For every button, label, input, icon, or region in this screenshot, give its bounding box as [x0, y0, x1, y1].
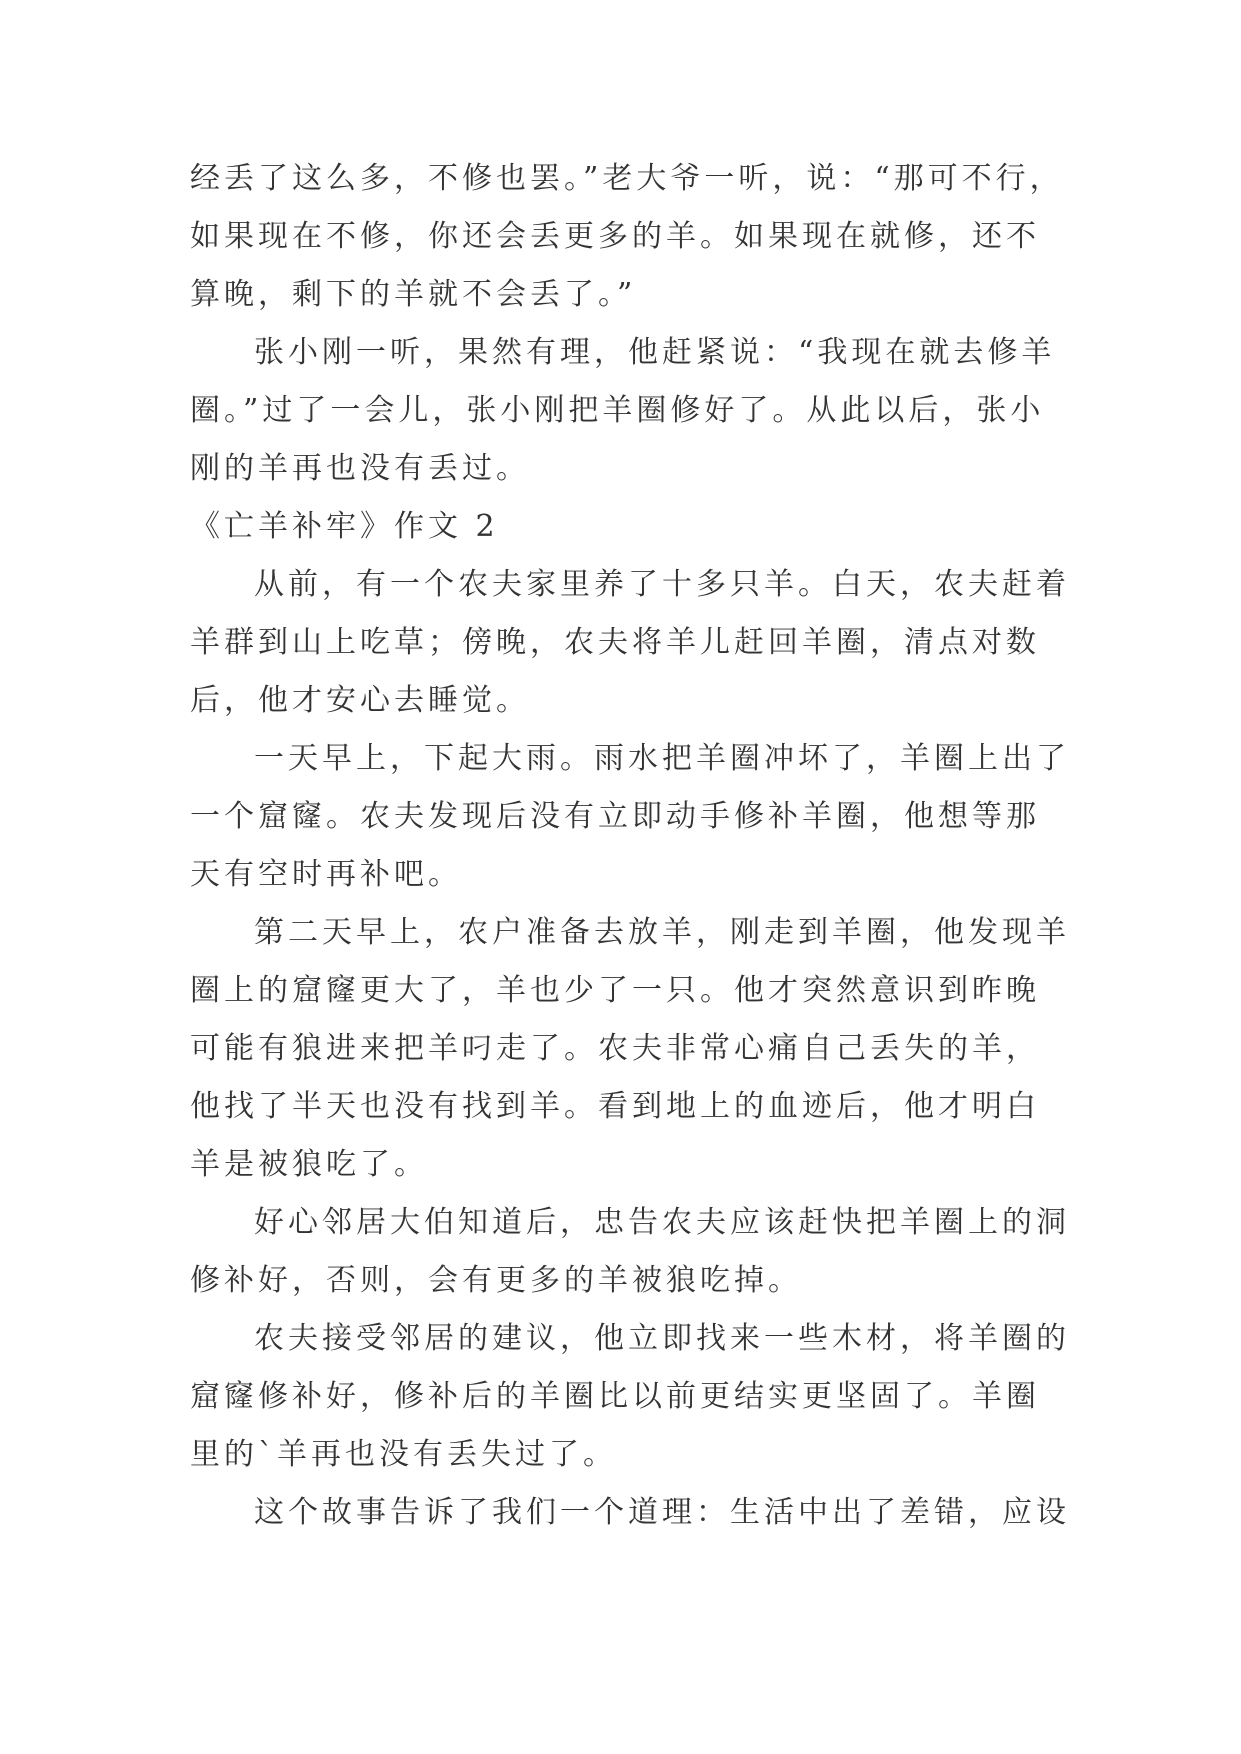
document-body [190, 150, 1070, 1542]
paragraph: 农夫接受邻居的建议，他立即找来一些木材，将羊圈的窟窿修补好，修补后的羊圈比以前更结实更坚固了。羊圈里的`羊再也没有丢失过了。 [190, 1321, 1070, 1472]
paragraph: 从前，有一个农夫家里养了十多只羊。白天，农夫赶着羊群到山上吃草；傍晚，农夫将羊儿赶回羊圈，清点对数后，他才安心去睡觉。 [190, 567, 1070, 718]
paragraph: 这个故事告诉了我们一个道理：生活中出了差错，应设 [254, 1495, 1070, 1530]
paragraph-continued: 经丢了这么多，不修也罢。”老大爷一听，说：“那可不行，如果现在不修，你还会丢更多的羊。如果现在就修，还不算晚，剩下的羊就不会丢了。” [190, 161, 1064, 312]
paragraph: 张小刚一听，果然有理，他赶紧说：“我现在就去修羊圈。”过了一会儿，张小刚把羊圈修好了。从此以后，张小刚的羊再也没有丢过。 [190, 335, 1056, 486]
paragraph: 一天早上，下起大雨。雨水把羊圈冲坏了，羊圈上出了一个窟窿。农夫发现后没有立即动手修补羊圈，他想等那天有空时再补吧。 [190, 741, 1070, 892]
paragraph: 第二天早上，农户准备去放羊，刚走到羊圈，他发现羊圈上的窟窿更大了，羊也少了一只。他才突然意识到昨晚可能有狼进来把羊叼走了。农夫非常心痛自己丢失的羊，他找了半天也没有找到羊。看到地上的血迹后，他才明白羊是被狼吃了。 [190, 915, 1070, 1182]
paragraph: 好心邻居大伯知道后，忠告农夫应该赶快把羊圈上的洞修补好，否则，会有更多的羊被狼吃掉。 [190, 1205, 1070, 1298]
section-title: 《亡羊补牢》作文 2 [190, 509, 499, 544]
